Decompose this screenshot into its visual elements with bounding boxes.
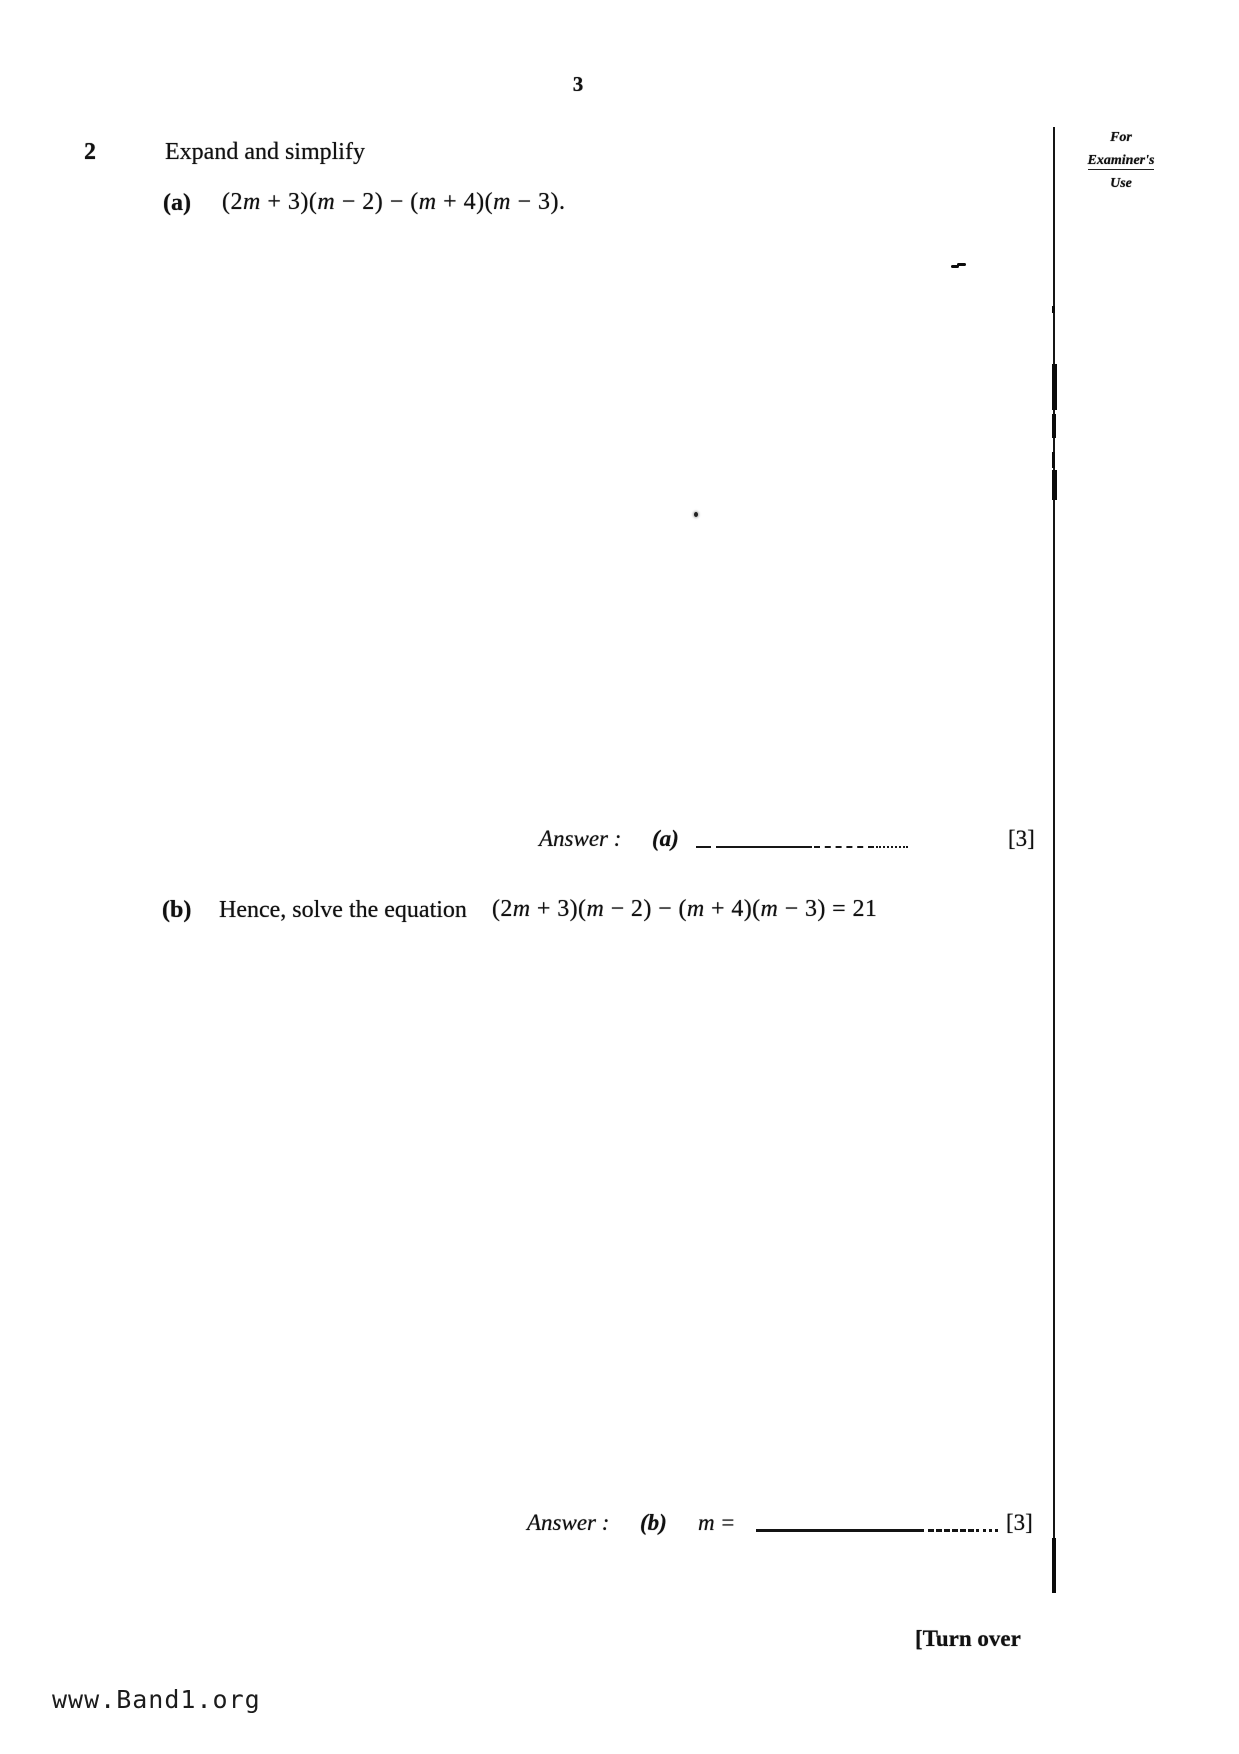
answer-b-variable: m = [698, 1510, 735, 1535]
part-a-label: (a) [163, 190, 191, 216]
question-title: Expand and simplify [165, 139, 365, 165]
answer-b-prefix: Answer : [527, 1510, 610, 1535]
watermark-url: www.Band1.org [52, 1685, 261, 1714]
part-b-expression: (2m + 3)(m − 2) − (m + 4)(m − 3) = 21 [492, 896, 878, 922]
part-b-prompt: Hence, solve the equation [219, 897, 467, 923]
turn-over-note: [Turn over [915, 1626, 1021, 1651]
scan-artifact [1052, 414, 1056, 438]
answer-b-label: (b) [640, 1510, 667, 1535]
stray-pen-mark [951, 263, 966, 267]
answer-a-prefix: Answer : [539, 826, 622, 851]
question-number: 2 [84, 139, 96, 165]
scan-artifact [1052, 452, 1055, 468]
scan-artifact [1052, 1538, 1056, 1593]
page-number: 3 [572, 72, 584, 96]
part-b-label: (b) [162, 897, 192, 923]
examiner-use-line-2: Examiner's [1087, 153, 1155, 168]
examiner-use-line-3: Use [1110, 176, 1132, 191]
scan-artifact [1052, 306, 1055, 313]
scan-artifact [1052, 470, 1057, 500]
answer-b-marks: [3] [1006, 1510, 1033, 1535]
answer-a-label: (a) [652, 826, 679, 851]
part-a-expression: (2m + 3)(m − 2) − (m + 4)(m − 3). [222, 189, 566, 215]
examiner-margin-rule [1053, 127, 1055, 1593]
scan-artifact [1052, 364, 1057, 410]
ink-speck [694, 512, 698, 517]
examiner-use-note [1056, 126, 1186, 195]
examiner-use-line-1: For [1110, 130, 1132, 145]
answer-a-blank-line [696, 830, 908, 848]
answer-b-blank-line [756, 1514, 998, 1532]
answer-a-marks: [3] [1008, 826, 1035, 851]
